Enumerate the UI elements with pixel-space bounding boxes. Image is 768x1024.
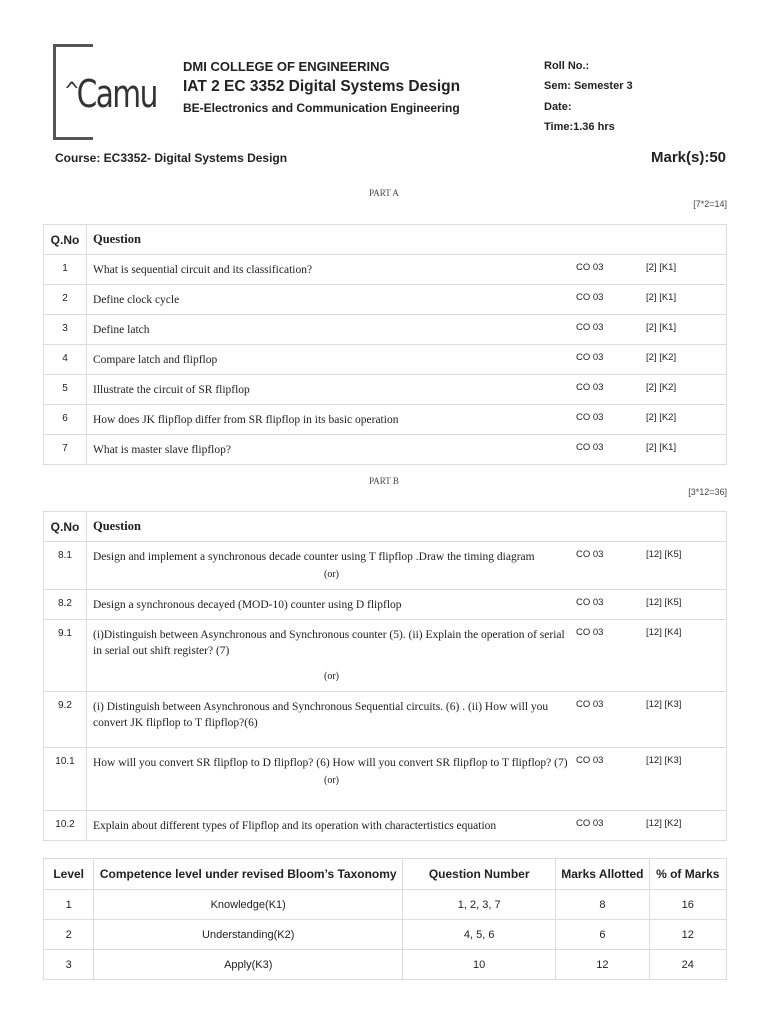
total-marks: Mark(s):50 bbox=[651, 149, 727, 166]
col-question: Question bbox=[87, 512, 727, 542]
marks-level: [2] [K1] bbox=[636, 315, 727, 345]
roll-no-label: Roll No.: bbox=[544, 60, 590, 72]
table-row bbox=[44, 285, 727, 315]
question-text: Define latch bbox=[87, 315, 577, 345]
question-number: 9.1 bbox=[44, 620, 87, 692]
question-number: 8.2 bbox=[44, 590, 87, 620]
col-qno: Q.No bbox=[44, 225, 87, 255]
marks-level: [12] [K2] bbox=[636, 811, 727, 841]
time-label: Time:1.36 hrs bbox=[544, 121, 615, 133]
blooms-col-header: Level bbox=[44, 859, 94, 890]
table-row bbox=[44, 950, 727, 980]
col-question: Question bbox=[87, 225, 727, 255]
question-number: 10.2 bbox=[44, 811, 87, 841]
table-header-row bbox=[44, 225, 727, 255]
college-name: DMI COLLEGE OF ENGINEERING bbox=[183, 59, 390, 74]
marks-level: [2] [K2] bbox=[636, 345, 727, 375]
or-separator: (or) bbox=[324, 775, 339, 786]
question-text: (i)Distinguish between Asynchronous and Synchronous counter (5). (ii) Explain the operation of serial in serial out shift register? (7) bbox=[93, 629, 565, 657]
blooms-cell: 1, 2, 3, 7 bbox=[403, 890, 556, 920]
course-outcome: CO 03 bbox=[576, 345, 636, 375]
course-outcome: CO 03 bbox=[576, 692, 636, 748]
question-text: Design a synchronous decayed (MOD-10) counter using D flipflop bbox=[93, 599, 402, 611]
part-a-table bbox=[43, 224, 727, 465]
blooms-cell: 24 bbox=[649, 950, 727, 980]
table-row bbox=[44, 620, 727, 692]
blooms-cell: Apply(K3) bbox=[94, 950, 403, 980]
part-b-allocation: [3*12=36] bbox=[688, 487, 727, 497]
marks-level: [12] [K3] bbox=[636, 692, 727, 748]
table-row bbox=[44, 920, 727, 950]
exam-title: IAT 2 EC 3352 Digital Systems Design bbox=[183, 78, 461, 95]
table-row bbox=[44, 890, 727, 920]
part-a-allocation: [7*2=14] bbox=[693, 199, 727, 209]
marks-level: [12] [K5] bbox=[636, 590, 727, 620]
question-text: What is master slave flipflop? bbox=[87, 435, 577, 465]
marks-level: [12] [K4] bbox=[636, 620, 727, 692]
question-text: Explain about different types of Flipflop and its operation with charactertistics equation bbox=[93, 820, 497, 832]
question-cell bbox=[87, 590, 577, 620]
blooms-col-header: Marks Allotted bbox=[556, 859, 649, 890]
part-a-title: PART A bbox=[369, 188, 399, 198]
date-label: Date: bbox=[544, 101, 572, 113]
question-number: 1 bbox=[44, 255, 87, 285]
question-text: Design and implement a synchronous decade counter using T flipflop .Draw the timing diagram bbox=[93, 551, 535, 563]
question-number: 10.1 bbox=[44, 748, 87, 811]
question-number: 6 bbox=[44, 405, 87, 435]
course-outcome: CO 03 bbox=[576, 375, 636, 405]
or-separator: (or) bbox=[324, 569, 339, 580]
table-row bbox=[44, 542, 727, 590]
table-row bbox=[44, 435, 727, 465]
table-row bbox=[44, 811, 727, 841]
course-outcome: CO 03 bbox=[576, 255, 636, 285]
question-number: 3 bbox=[44, 315, 87, 345]
question-number: 8.1 bbox=[44, 542, 87, 590]
table-row bbox=[44, 255, 727, 285]
question-number: 9.2 bbox=[44, 692, 87, 748]
blooms-col-header: Question Number bbox=[403, 859, 556, 890]
question-text: Compare latch and flipflop bbox=[87, 345, 577, 375]
question-number: 5 bbox=[44, 375, 87, 405]
table-row bbox=[44, 692, 727, 748]
marks-level: [12] [K5] bbox=[636, 542, 727, 590]
blooms-table bbox=[43, 858, 727, 980]
course-outcome: CO 03 bbox=[576, 748, 636, 811]
blooms-cell: 12 bbox=[556, 950, 649, 980]
marks-level: [2] [K2] bbox=[636, 405, 727, 435]
question-text: (i) Distinguish between Asynchronous and Synchronous Sequential circuits. (6) . (ii) How will you convert JK flipflop to T flipflop?(6) bbox=[93, 701, 549, 729]
question-text: How will you convert SR flipflop to D flipflop? (6) How will you convert SR flipflop to T flipflop? (7) bbox=[93, 757, 568, 769]
table-header-row bbox=[44, 859, 727, 890]
part-b-title: PART B bbox=[369, 476, 399, 486]
question-number: 2 bbox=[44, 285, 87, 315]
blooms-col-header: % of Marks bbox=[649, 859, 727, 890]
question-cell bbox=[87, 811, 577, 841]
blooms-cell: 1 bbox=[44, 890, 94, 920]
blooms-cell: Knowledge(K1) bbox=[94, 890, 403, 920]
table-header-row bbox=[44, 512, 727, 542]
question-number: 7 bbox=[44, 435, 87, 465]
question-number: 4 bbox=[44, 345, 87, 375]
question-cell bbox=[87, 620, 577, 692]
blooms-cell: 6 bbox=[556, 920, 649, 950]
semester-label: Sem: Semester 3 bbox=[544, 80, 633, 92]
course-outcome: CO 03 bbox=[576, 405, 636, 435]
table-row bbox=[44, 315, 727, 345]
department: BE-Electronics and Communication Engineering bbox=[183, 101, 460, 115]
blooms-cell: 4, 5, 6 bbox=[403, 920, 556, 950]
table-row bbox=[44, 590, 727, 620]
table-row bbox=[44, 405, 727, 435]
question-text: What is sequential circuit and its classification? bbox=[87, 255, 577, 285]
marks-level: [2] [K1] bbox=[636, 285, 727, 315]
blooms-cell: 2 bbox=[44, 920, 94, 950]
blooms-cell: 10 bbox=[403, 950, 556, 980]
course-label: Course: EC3352- Digital Systems Design bbox=[55, 151, 288, 165]
course-outcome: CO 03 bbox=[576, 811, 636, 841]
blooms-cell: 16 bbox=[649, 890, 727, 920]
question-cell bbox=[87, 692, 577, 748]
question-text: Illustrate the circuit of SR flipflop bbox=[87, 375, 577, 405]
blooms-cell: 3 bbox=[44, 950, 94, 980]
course-outcome: CO 03 bbox=[576, 285, 636, 315]
course-outcome: CO 03 bbox=[576, 542, 636, 590]
marks-level: [12] [K3] bbox=[636, 748, 727, 811]
blooms-cell: 8 bbox=[556, 890, 649, 920]
course-outcome: CO 03 bbox=[576, 620, 636, 692]
marks-level: [2] [K1] bbox=[636, 255, 727, 285]
course-outcome: CO 03 bbox=[576, 315, 636, 345]
course-outcome: CO 03 bbox=[576, 435, 636, 465]
camu-logo: ^Camu bbox=[64, 72, 157, 116]
marks-level: [2] [K2] bbox=[636, 375, 727, 405]
question-text: How does JK flipflop differ from SR flipflop in its basic operation bbox=[87, 405, 577, 435]
question-cell bbox=[87, 542, 577, 590]
blooms-cell: 12 bbox=[649, 920, 727, 950]
col-qno: Q.No bbox=[44, 512, 87, 542]
or-separator: (or) bbox=[324, 671, 339, 682]
question-text: Define clock cycle bbox=[87, 285, 577, 315]
blooms-cell: Understanding(K2) bbox=[94, 920, 403, 950]
table-row bbox=[44, 345, 727, 375]
table-row bbox=[44, 748, 727, 811]
table-row bbox=[44, 375, 727, 405]
marks-level: [2] [K1] bbox=[636, 435, 727, 465]
course-outcome: CO 03 bbox=[576, 590, 636, 620]
part-b-table bbox=[43, 511, 727, 841]
blooms-col-header: Competence level under revised Bloom’s Taxonomy bbox=[94, 859, 403, 890]
question-cell bbox=[87, 748, 577, 811]
